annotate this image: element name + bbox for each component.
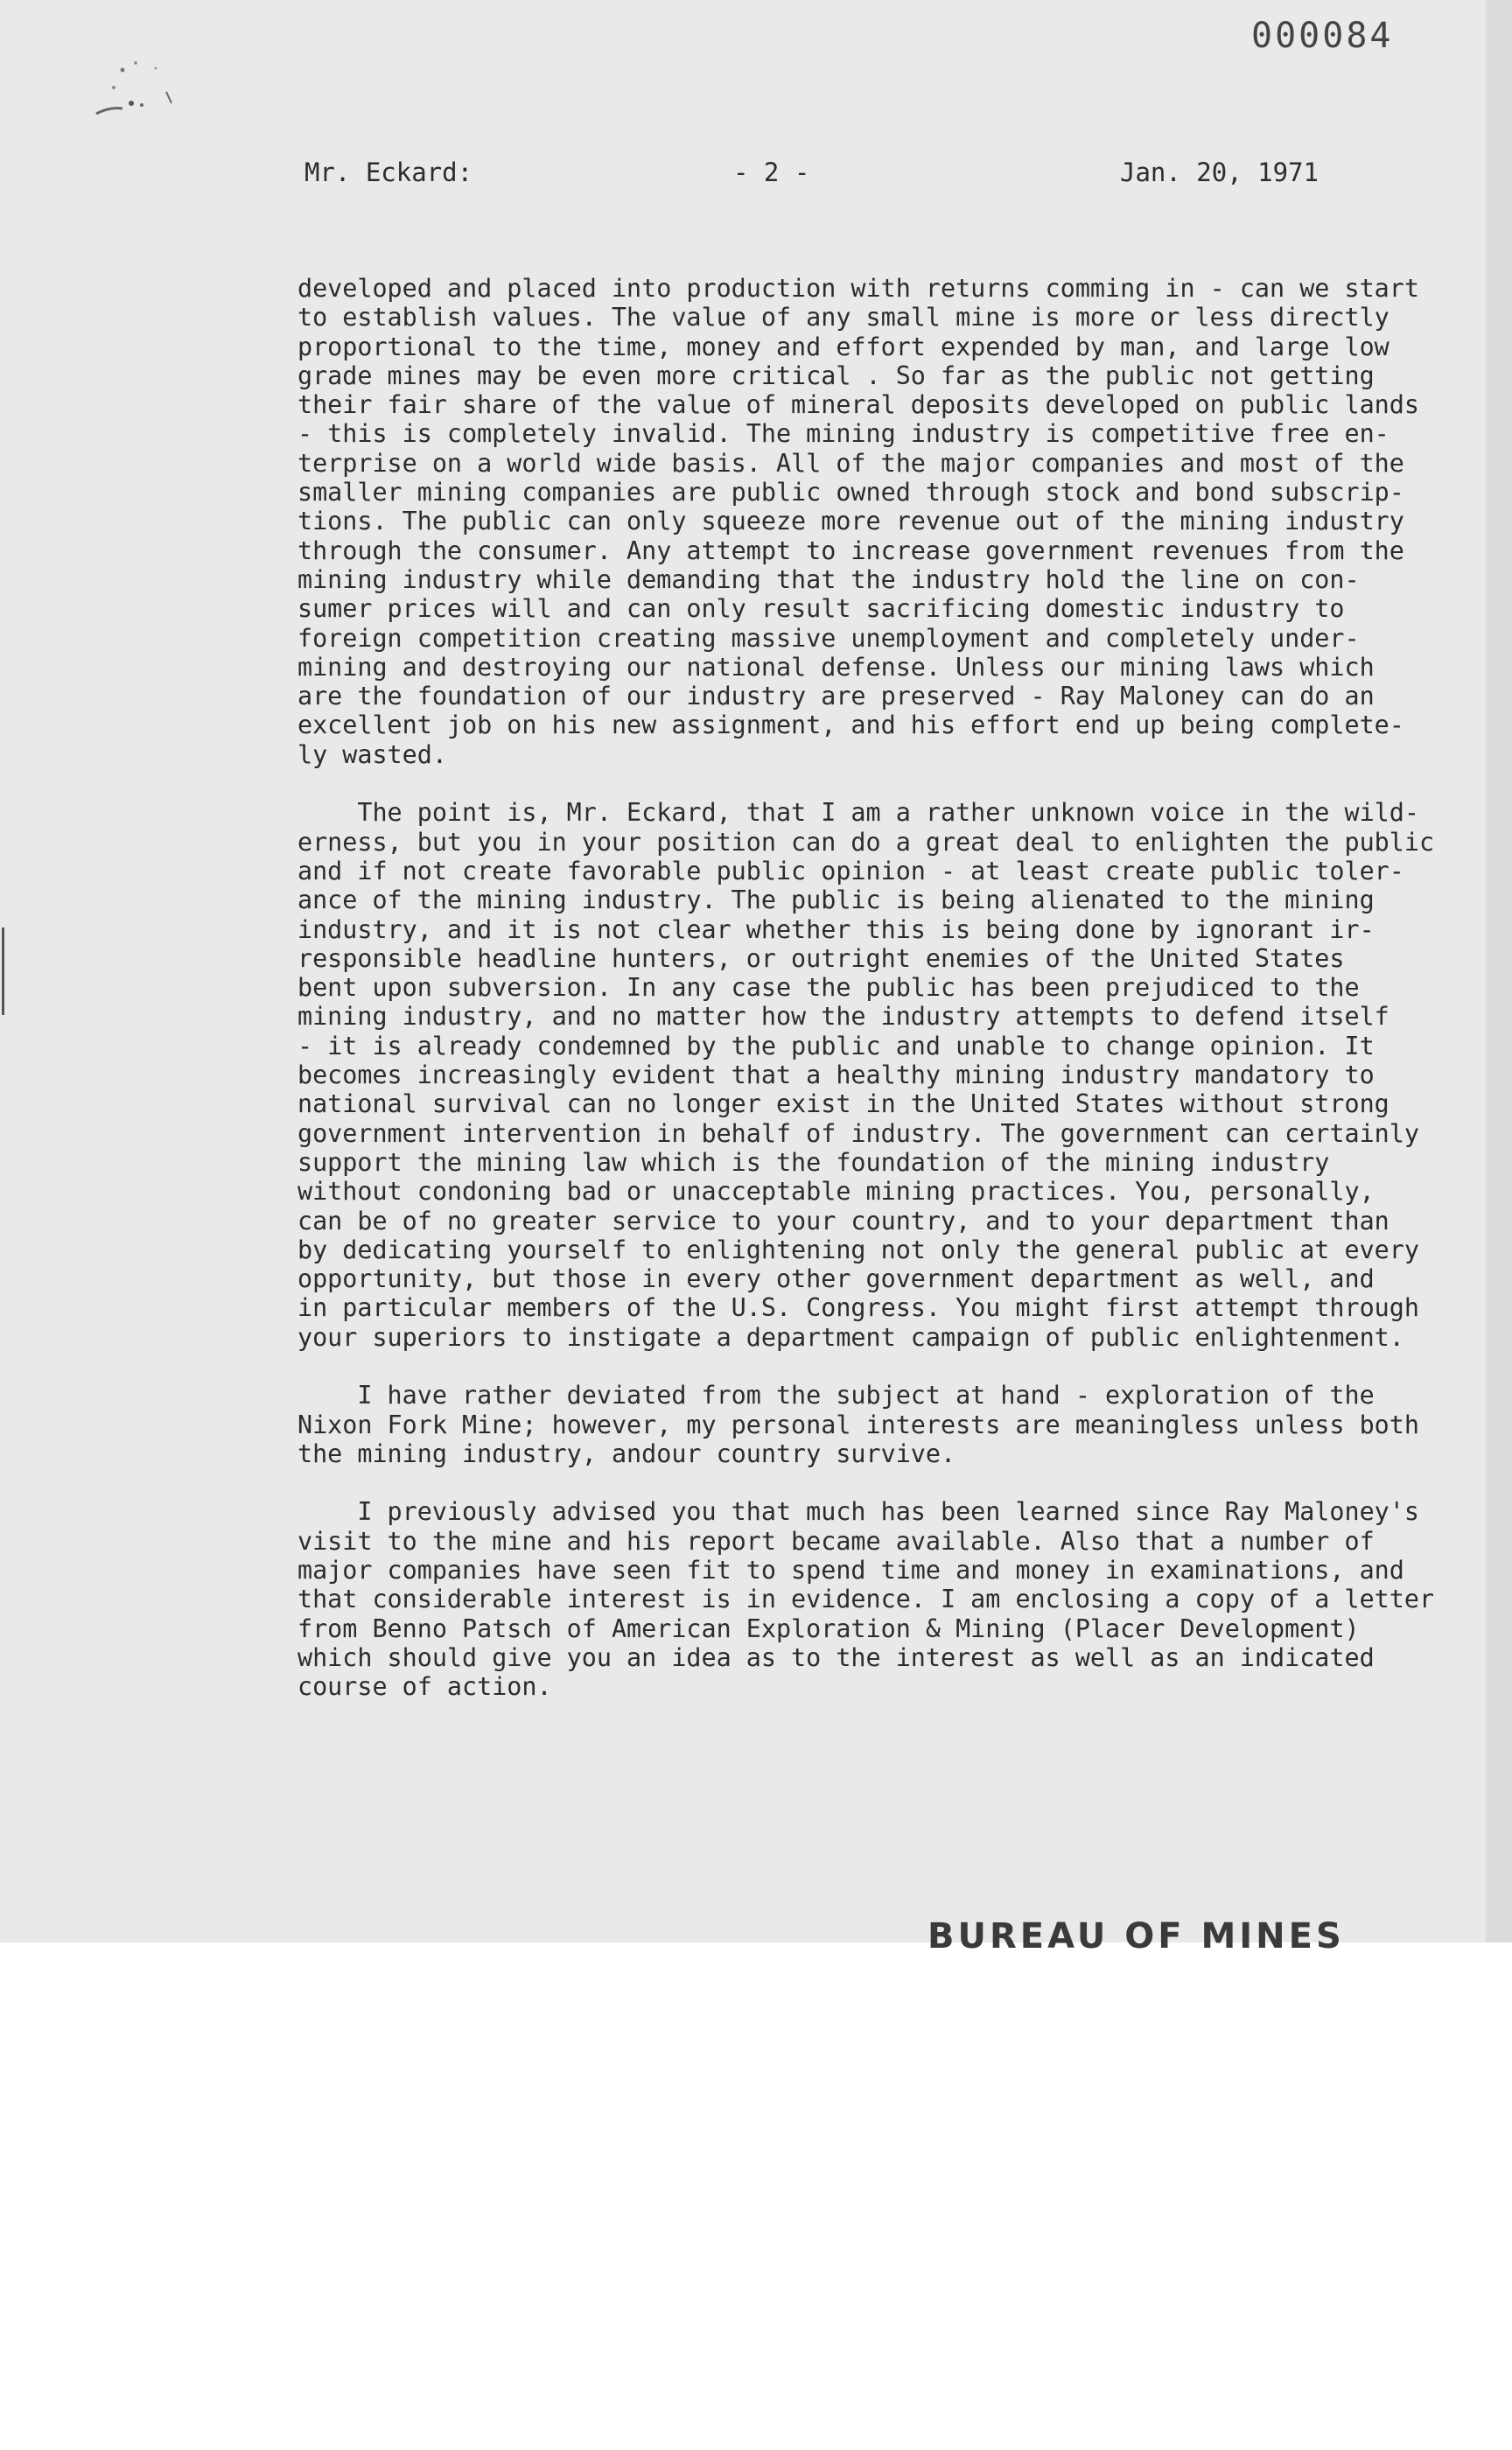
text-line: I previously advised you that much has been learned since Ray Maloney's [298, 1497, 1419, 1527]
binding-mark [2, 928, 4, 1015]
text-line: by dedicating yourself to enlightening not only the general public at every [298, 1235, 1419, 1264]
text-line: course of action. [298, 1672, 552, 1702]
text-line: major companies have seen fit to spend time and money in examinations, and [298, 1556, 1404, 1586]
text-line: their fair share of the value of mineral deposits developed on public lands [298, 390, 1419, 420]
text-line: your superiors to instigate a department campaign of public enlightenment. [298, 1322, 1404, 1352]
text-line: ly wasted. [298, 739, 447, 769]
document-number: 000084 [1251, 16, 1394, 56]
text-line: erness, but you in your position can do a great deal to enlighten the public [298, 827, 1435, 857]
text-line: - this is completely invalid. The mining industry is competitive free en- [298, 419, 1390, 449]
text-line: The point is, Mr. Eckard, that I am a rather unknown voice in the wild- [298, 798, 1419, 828]
header-date: Jan. 20, 1971 [1120, 158, 1319, 187]
letter-body [298, 274, 1435, 1731]
text-line: smaller mining companies are public owned through stock and bond subscrip- [298, 478, 1404, 508]
text-line: ance of the mining industry. The public is being alienated to the mining [298, 886, 1375, 915]
text-line: foreign competition creating massive unemployment and completely under- [298, 623, 1360, 653]
text-line: in particular members of the U.S. Congress. You might first attempt through [298, 1293, 1419, 1323]
text-line: grade mines may be even more critical . So far as the public not getting [298, 360, 1375, 390]
text-line: which should give you an idea as to the interest as well as an indicated [298, 1642, 1375, 1672]
text-line: I have rather deviated from the subject at hand - exploration of the [298, 1381, 1375, 1410]
text-line: bent upon subversion. In any case the public has been prejudiced to the [298, 973, 1360, 1003]
paragraph [298, 1381, 1419, 1468]
text-line: becomes increasingly evident that a healthy mining industry mandatory to [298, 1060, 1375, 1090]
paragraph [298, 274, 1419, 769]
text-line: developed and placed into production with returns comming in - can we start [298, 274, 1419, 303]
text-line: and if not create favorable public opinion - at least create public toler- [298, 856, 1404, 886]
smudge-marks [88, 52, 184, 131]
paragraph [298, 798, 1435, 1352]
header-addressee: Mr. Eckard: [304, 158, 473, 187]
text-line: from Benno Patsch of American Exploration & Mining (Placer Development) [298, 1614, 1360, 1643]
text-line: - it is already condemned by the public and unable to change opinion. It [298, 1031, 1375, 1060]
text-line: can be of no greater service to your country, and to your department than [298, 1206, 1390, 1236]
text-line: proportional to the time, money and effort expended by man, and large low [298, 332, 1390, 361]
text-line: Nixon Fork Mine; however, my personal interests are meaningless unless both [298, 1410, 1419, 1439]
text-line: industry, and it is not clear whether this is being done by ignorant ir- [298, 914, 1375, 944]
text-line: terprise on a world wide basis. All of the major companies and most of the [298, 448, 1404, 478]
text-line: mining and destroying our national defense. Unless our mining laws which [298, 652, 1375, 682]
header-page-number: - 2 - [733, 158, 810, 187]
text-line: opportunity, but those in every other government department as well, and [298, 1264, 1375, 1294]
text-line: through the consumer. Any attempt to increase government revenues from the [298, 536, 1404, 565]
text-line: the mining industry, andour country survive. [298, 1438, 956, 1468]
text-line: are the foundation of our industry are preserved - Ray Maloney can do an [298, 682, 1375, 711]
text-line: excellent job on his new assignment, and his effort end up being complete- [298, 710, 1404, 740]
footer-stamp [928, 1908, 1345, 1956]
text-line: government intervention in behalf of industry. The government can certainly [298, 1118, 1419, 1148]
text-line: to establish values. The value of any small mine is more or less directly [298, 303, 1390, 332]
text-line: national survival can no longer exist in the United States without strong [298, 1089, 1390, 1119]
footer-stamp-text: BUREAU OF MINES [928, 1916, 1345, 1956]
text-line: mining industry while demanding that the industry hold the line on con- [298, 564, 1360, 594]
paragraph [298, 1497, 1435, 1702]
text-line: that considerable interest is in evidence. I am enclosing a copy of a letter [298, 1585, 1435, 1614]
text-line: sumer prices will and can only result sacrificing domestic industry to [298, 594, 1345, 624]
text-line: visit to the mine and his report became available. Also that a number of [298, 1526, 1375, 1556]
text-line: responsible headline hunters, or outright enemies of the United States [298, 943, 1345, 973]
text-line: support the mining law which is the foundation of the mining industry [298, 1147, 1330, 1177]
text-line: mining industry, and no matter how the industry attempts to defend itself [298, 1002, 1390, 1032]
text-line: without condoning bad or unacceptable mining practices. You, personally, [298, 1177, 1375, 1207]
text-line: tions. The public can only squeeze more revenue out of the mining industry [298, 507, 1404, 536]
